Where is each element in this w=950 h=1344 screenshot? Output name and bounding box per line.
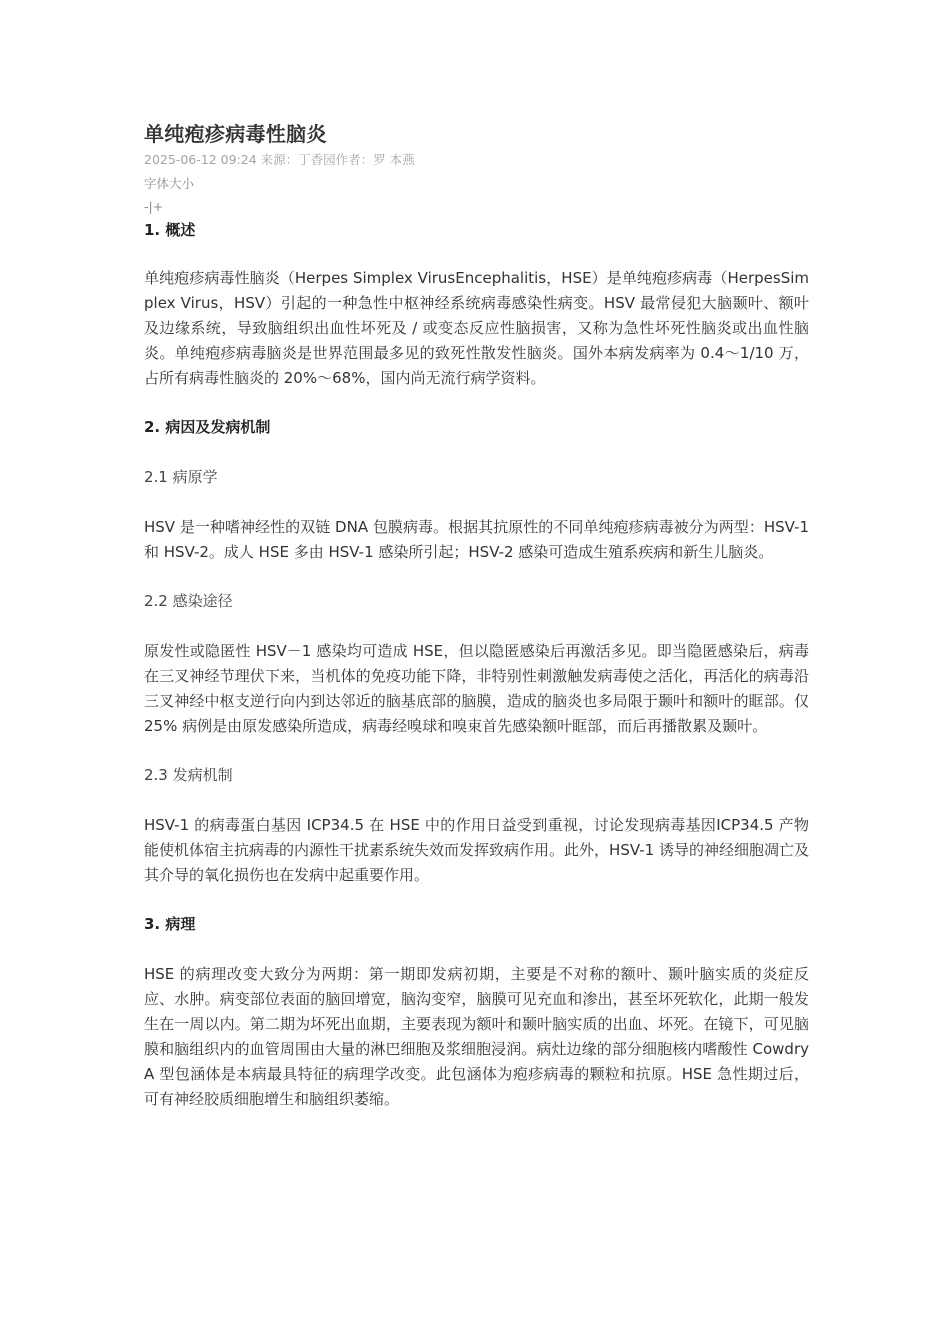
paragraph-overview: 单纯疱疹病毒性脑炎（Herpes Simplex VirusEncephalitis，HSE）是单纯疱疹病毒（HerpesSimplex Virus，HSV）引起的一种急性中枢神经系统病毒感染性病变。HSV 最常侵犯大脑颞叶、额叶及边缘系统，导致脑组织出血性坏死及 / 或变态反应性脑损害，又称为急性坏死性脑炎或出血性脑炎。单纯疱疹病毒脑炎是世界范围最多见的致死性散发性脑炎。国外本病发病率为 0.4～1/10 万，占所有病毒性脑炎的 20%～68%，国内尚无流行病学资料。 bbox=[144, 269, 809, 387]
article-title: 单纯疱疹病毒性脑炎 bbox=[144, 122, 327, 146]
section-heading-pathology: 3. 病理 bbox=[144, 915, 196, 933]
subsection-heading-infection-route: 2.2 感染途径 bbox=[144, 592, 233, 610]
font-size-label: 字体大小 bbox=[144, 176, 195, 191]
section-heading-overview: 1. 概述 bbox=[144, 221, 196, 239]
article-page bbox=[144, 120, 809, 1112]
font-increase-button[interactable]: + bbox=[152, 199, 164, 214]
paragraph-pathology: HSE 的病理改变大致分为两期：第一期即发病初期，主要是不对称的额叶、颞叶脑实质的炎症反应、水肿。病变部位表面的脑回增宽，脑沟变窄，脑膜可见充血和渗出，甚至坏死软化，此期一般发生在一周以内。第二期为坏死出血期，主要表现为额叶和颞叶脑实质的出血、坏死。在镜下，可见脑膜和脑组织内的血管周围由大量的淋巴细胞及浆细胞浸润。病灶边缘的部分细胞核内嗜酸性 CowdryA 型包涵体是本病最具特征的病理学改变。此包涵体为疱疹病毒的颗粒和抗原。HSE 急性期过后，可有神经胶质细胞增生和脑组织萎缩。 bbox=[144, 965, 809, 1108]
font-decrease-button[interactable]: - bbox=[144, 199, 149, 214]
article-meta: 2025-06-12 09:24 来源：丁香园作者：罗 本燕 bbox=[144, 152, 415, 167]
font-size-controls bbox=[144, 198, 809, 216]
paragraph-pathogen: HSV 是一种嗜神经性的双链 DNA 包膜病毒。根据其抗原性的不同单纯疱疹病毒被分为两型：HSV-1 和 HSV-2。成人 HSE 多由 HSV-1 感染所引起；HSV-2 感染可造成生殖系疾病和新生儿脑炎。 bbox=[144, 518, 809, 561]
font-size-separator: | bbox=[148, 199, 153, 214]
paragraph-infection-route: 原发性或隐匿性 HSV－1 感染均可造成 HSE，但以隐匿感染后再激活多见。即当隐匿感染后，病毒在三叉神经节理伏下来，当机体的免疫功能下降，非特别性刺激触发病毒使之活化，再活化的病毒沿三叉神经中枢支逆行向内到达邻近的脑基底部的脑膜，造成的脑炎也多局限于颞叶和额叶的眶部。仅 25% 病例是由原发感染所造成，病毒经嗅球和嗅束首先感染额叶眶部，而后再播散累及颞叶。 bbox=[144, 642, 809, 735]
section-heading-etiology: 2. 病因及发病机制 bbox=[144, 418, 271, 436]
subsection-heading-pathogen: 2.1 病原学 bbox=[144, 468, 218, 486]
subsection-heading-mechanism: 2.3 发病机制 bbox=[144, 766, 233, 784]
paragraph-mechanism: HSV-1 的病毒蛋白基因 ICP34.5 在 HSE 中的作用日益受到重视，讨论发现病毒基因ICP34.5 产物能使机体宿主抗病毒的内源性干扰素系统失效而发挥致病作用。此外，HSV-1 诱导的神经细胞凋亡及其介导的氧化损伤也在发病中起重要作用。 bbox=[144, 816, 809, 884]
